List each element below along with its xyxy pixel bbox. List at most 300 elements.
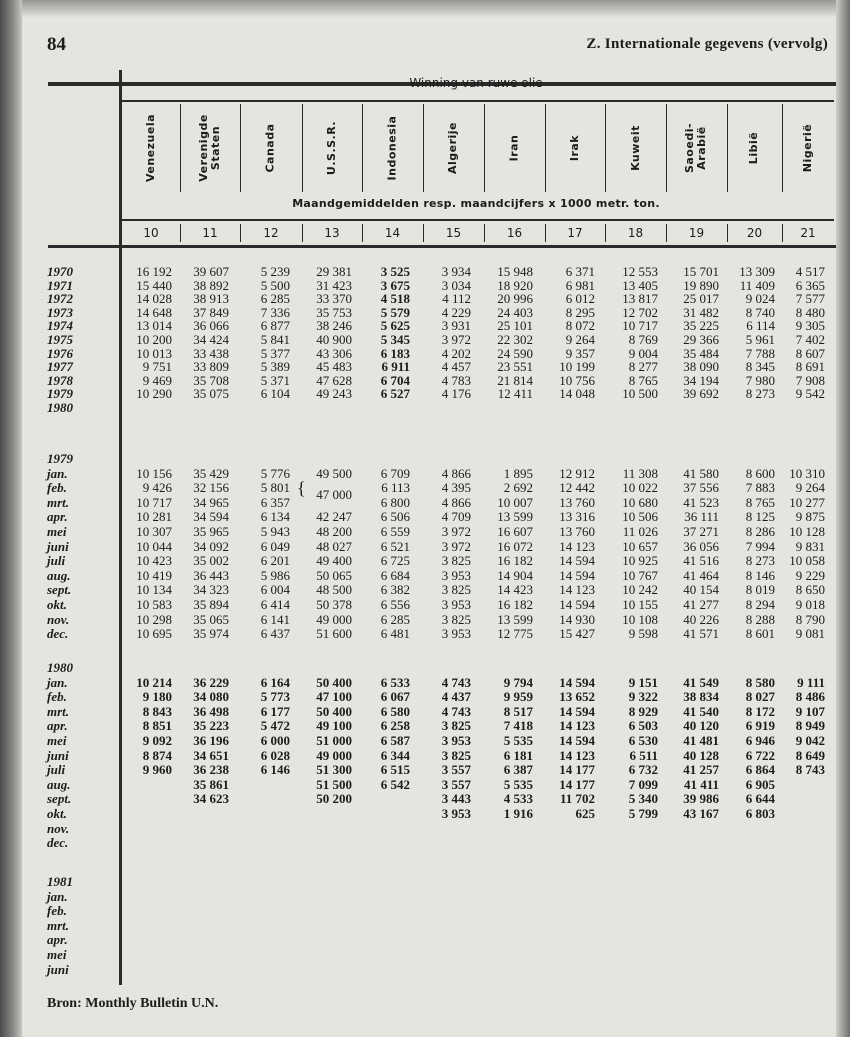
column-number: 17	[567, 226, 583, 240]
table-cell: 34 623	[193, 791, 229, 807]
table-cell: 9 229	[795, 567, 825, 583]
table-cell: 6 201	[260, 553, 290, 569]
table-cell: 49 100	[316, 718, 352, 734]
table-cell: 6 732	[628, 762, 658, 778]
table-cell: 8 125	[745, 509, 775, 525]
table-cell: 6 587	[380, 733, 410, 748]
column-divider	[423, 224, 424, 242]
table-cell: 3 825	[441, 747, 471, 763]
table-cell: 12 775	[497, 626, 533, 642]
table-cell: 50 400	[316, 674, 352, 690]
table-cell: 10 583	[136, 597, 172, 612]
row-label: 1976	[47, 345, 73, 361]
column-divider	[545, 224, 546, 242]
table-cell: 38 090	[683, 359, 719, 375]
table-cell: 3 557	[441, 762, 471, 778]
table-cell: 25 017	[683, 291, 719, 307]
column-number: 11	[202, 226, 218, 240]
table-cell: 6 067	[380, 689, 410, 705]
row-label: 1980	[47, 400, 73, 415]
table-cell: 13 652	[559, 689, 595, 705]
table-cell: 10 717	[136, 494, 172, 510]
table-cell: 38 834	[683, 689, 719, 705]
table-cell: 8 027	[745, 689, 775, 705]
column-divider	[782, 224, 783, 242]
table-cell: 6 877	[260, 318, 290, 334]
table-cell: 5 776	[260, 465, 290, 481]
table-cell: 9 018	[795, 597, 825, 612]
table-cell: 38 913	[193, 291, 229, 307]
table-cell: 34 965	[193, 494, 229, 510]
table-cell: 14 930	[559, 611, 595, 627]
table-cell: 47 628	[316, 372, 352, 388]
table-cell: 4 437	[441, 689, 471, 705]
table-cell: 8 929	[628, 703, 658, 719]
row-label: nov.	[47, 611, 70, 627]
table-cell: 14 123	[559, 718, 595, 734]
table-cell: 36 498	[193, 703, 229, 719]
table-cell: 9 111	[797, 674, 825, 690]
table-cell: 14 594	[559, 553, 595, 569]
row-label: 1974	[47, 318, 73, 334]
table-cell: 3 972	[441, 332, 471, 347]
next-page-edge	[836, 0, 850, 1037]
table-cell: 24 403	[497, 304, 533, 320]
table-cell: 5 371	[260, 372, 290, 388]
table-cell: 10 214	[136, 674, 172, 690]
table-cell: 6 049	[260, 538, 290, 554]
table-cell: 21 814	[497, 372, 533, 388]
table-cell: 12 702	[622, 304, 658, 320]
table-cell: 15 440	[136, 277, 172, 293]
table-cell: 50 200	[316, 791, 352, 807]
table-cell: 3 953	[441, 806, 471, 821]
table-cell: 51 000	[316, 733, 352, 748]
row-label: mei	[47, 733, 67, 748]
table-cell: 14 123	[559, 538, 595, 554]
table-cell: 8 345	[745, 359, 775, 375]
table-cell: 29 381	[316, 264, 352, 279]
table-cell: 8 765	[745, 494, 775, 510]
column-header-label: Venezuela	[144, 113, 157, 183]
table-cell: 7 980	[745, 372, 775, 388]
column-divider	[484, 104, 485, 192]
table-cell: 3 557	[441, 776, 471, 792]
table-cell: 6 709	[380, 465, 410, 481]
table-cell: 4 783	[441, 372, 471, 388]
row-label: mrt.	[47, 703, 70, 719]
table-cell: 10 108	[622, 611, 658, 627]
table-cell: 41 549	[683, 674, 719, 690]
table-cell: 9 264	[565, 332, 595, 347]
table-cell: 6 556	[380, 597, 410, 612]
table-cell: 15 701	[683, 264, 719, 279]
page-top-shadow	[0, 0, 850, 18]
table-cell: 49 400	[316, 553, 352, 569]
table-cell: 6 387	[503, 762, 533, 778]
table-cell: 6 946	[745, 733, 775, 748]
table-cell: 42 247	[316, 509, 352, 525]
table-cell: 11 308	[622, 465, 658, 481]
running-head: Z. Internationale gegevens (vervolg)	[586, 36, 828, 52]
table-cell: 36 196	[193, 733, 229, 748]
table-cell: 12 442	[559, 480, 595, 496]
table-cell: 3 675	[380, 277, 410, 293]
table-cell: 34 194	[683, 372, 719, 388]
table-cell: 51 500	[316, 776, 352, 792]
table-cell: 36 111	[684, 509, 719, 525]
table-cell: 3 972	[441, 538, 471, 554]
column-divider	[666, 104, 667, 192]
table-cell: 9 024	[745, 291, 775, 307]
table-cell: 43 306	[316, 345, 352, 361]
table-cell: 14 028	[136, 291, 172, 307]
table-cell: 5 345	[380, 332, 410, 347]
table-cell: 10 717	[622, 318, 658, 334]
table-cell: 9 960	[142, 762, 172, 778]
table-cell: 8 843	[142, 703, 172, 719]
table-cell: 10 044	[136, 538, 172, 554]
table-cell: 6 521	[380, 538, 410, 554]
table-cell: 5 625	[380, 318, 410, 334]
table-cell: 3 825	[441, 718, 471, 734]
table-cell: 3 953	[441, 567, 471, 583]
column-divider	[362, 224, 363, 242]
row-label: nov.	[47, 820, 70, 836]
table-cell: 43 167	[683, 806, 719, 821]
column-number: 21	[800, 226, 816, 240]
merged-value-brace: {	[297, 478, 306, 499]
table-cell: 4 866	[441, 465, 471, 481]
column-header-label: U.S.S.R.	[324, 120, 338, 176]
table-cell: 3 934	[441, 264, 471, 279]
table-cell: 41 277	[683, 597, 719, 612]
table-cell: 10 680	[622, 494, 658, 510]
table-cell: 48 200	[316, 524, 352, 539]
section-heading: 1981	[47, 874, 73, 889]
column-divider	[727, 104, 728, 192]
row-label: juni	[47, 538, 69, 554]
table-cell: 41 571	[683, 626, 719, 642]
table-cell: 35 075	[193, 386, 229, 402]
table-cell: 8 480	[795, 304, 825, 320]
table-cell: 6 644	[745, 791, 775, 807]
table-cell: 11 702	[559, 791, 595, 807]
table-cell: 34 594	[193, 509, 229, 525]
table-cell: 6 803	[745, 806, 775, 821]
table-cell: 6 164	[260, 674, 290, 690]
column-divider	[545, 104, 546, 192]
table-cell: 10 767	[622, 567, 658, 583]
table-cell: 12 411	[497, 386, 533, 402]
table-cell: 7 788	[745, 345, 775, 361]
table-cell: 3 825	[441, 553, 471, 569]
table-cell: 39 607	[193, 264, 229, 279]
table-cell: 625	[575, 806, 595, 821]
table-cell: 8 019	[745, 582, 775, 598]
table-cell: 8 607	[795, 345, 825, 361]
column-divider	[240, 224, 241, 242]
table-cell: 41 464	[683, 567, 719, 583]
table-cell: 12 553	[622, 264, 658, 279]
row-label: juni	[47, 747, 69, 763]
row-label: 1977	[47, 359, 73, 375]
table-cell: 8 288	[745, 611, 775, 627]
table-cell: 38 892	[193, 277, 229, 293]
table-cell: 6 515	[380, 762, 410, 778]
table-cell: 5 239	[260, 264, 290, 279]
table-cell: 45 483	[316, 359, 352, 375]
row-label: 1979	[47, 386, 73, 402]
column-header	[727, 104, 782, 192]
column-number: 13	[324, 226, 340, 240]
table-cell: 12 912	[559, 465, 595, 481]
table-cell: 16 607	[497, 524, 533, 539]
column-number: 15	[445, 226, 462, 240]
table-cell: 41 516	[683, 553, 719, 569]
row-label: mrt.	[47, 917, 70, 933]
table-cell: 47 100	[316, 689, 352, 705]
row-label: apr.	[47, 509, 68, 525]
table-cell: 6 028	[260, 747, 290, 763]
table-cell: 32 156	[193, 480, 229, 496]
table-cell: 7 908	[795, 372, 825, 388]
column-header-label: Indonesia	[385, 115, 399, 181]
table-cell: 6 437	[260, 626, 290, 642]
row-label: 1970	[47, 264, 73, 279]
table-cell: 50 400	[316, 703, 352, 719]
table-cell: 4 176	[441, 386, 471, 402]
table-cell: 36 238	[193, 762, 229, 778]
table-cell: 10 242	[622, 582, 658, 598]
row-label: apr.	[47, 718, 68, 734]
table-cell: 36 056	[683, 538, 719, 554]
table-cell: 49 243	[316, 386, 352, 402]
table-cell: 8 740	[745, 304, 775, 320]
table-cell: 10 058	[789, 553, 825, 569]
row-label: 1972	[47, 291, 73, 307]
column-header-label: Nigerië	[801, 123, 814, 173]
table-cell: 6 344	[380, 747, 410, 763]
column-divider	[484, 224, 485, 242]
table-cell: 6 533	[380, 674, 410, 690]
table-cell: 13 309	[739, 264, 775, 279]
table-cell: 41 411	[683, 776, 719, 792]
column-divider	[666, 224, 667, 242]
table-cell: 6 382	[380, 582, 410, 598]
table-cell: 10 013	[136, 345, 172, 361]
table-cell: 8 273	[745, 553, 775, 569]
table-cell: 7 994	[745, 538, 775, 554]
table-cell: 6 905	[745, 776, 775, 792]
table-cell: 18 920	[497, 277, 533, 293]
table-cell: 35 002	[193, 553, 229, 569]
table-cell: 10 657	[622, 538, 658, 554]
table-cell: 3 825	[441, 611, 471, 627]
book-binding-edge	[0, 0, 22, 1037]
table-cell: 35 894	[193, 597, 229, 612]
table-cell: 9 469	[142, 372, 172, 388]
table-cell: 35 708	[193, 372, 229, 388]
table-cell: 9 107	[795, 703, 825, 719]
column-number: 18	[627, 226, 644, 240]
table-cell: 5 579	[380, 304, 410, 320]
column-number: 14	[384, 226, 401, 240]
table-cell: 40 900	[316, 332, 352, 347]
table-cell: 41 540	[683, 703, 719, 719]
table-cell: 13 316	[559, 509, 595, 525]
table-cell: 6 141	[260, 611, 290, 627]
table-cell: 9 794	[503, 674, 533, 690]
table-cell: 8 146	[745, 567, 775, 583]
row-label: okt.	[47, 806, 67, 821]
column-header-label: Verenigde Staten	[197, 114, 223, 182]
column-header	[545, 104, 605, 192]
column-header-label: Algerije	[446, 121, 460, 175]
source-note: Bron: Monthly Bulletin U.N.	[47, 996, 219, 1011]
table-cell: 10 199	[559, 359, 595, 375]
section-heading: 1980	[47, 660, 73, 675]
table-cell: 8 286	[745, 524, 775, 539]
row-label: okt.	[47, 597, 67, 612]
table-cell: 4 518	[380, 291, 410, 307]
row-label: dec.	[47, 626, 69, 642]
section-heading: 1979	[47, 451, 73, 466]
table-cell: 13 760	[559, 494, 595, 510]
row-label: 1971	[47, 277, 73, 293]
table-cell: 34 651	[193, 747, 229, 763]
table-cell: 40 128	[683, 747, 719, 763]
table-cell: 10 419	[136, 567, 172, 583]
table-cell: 10 298	[136, 611, 172, 627]
table-cell: 8 486	[795, 689, 825, 705]
table-cell: 6 357	[260, 494, 290, 510]
table-cell: 6 684	[380, 567, 410, 583]
column-number: 20	[746, 226, 763, 240]
table-cell: 14 177	[559, 762, 595, 778]
table-cell: 9 081	[795, 626, 825, 642]
table-cell: 4 743	[441, 703, 471, 719]
table-cell: 35 225	[683, 318, 719, 334]
table-cell: 9 598	[628, 626, 658, 642]
table-cell: 37 271	[683, 524, 719, 539]
table-cell: 11 026	[622, 524, 658, 539]
table-cell: 41 257	[683, 762, 719, 778]
column-number: 12	[263, 226, 279, 240]
table-cell: 16 182	[497, 553, 533, 569]
column-divider	[302, 224, 303, 242]
column-header	[362, 104, 423, 192]
table-cell: 6 104	[260, 386, 290, 402]
table-cell: 5 961	[745, 332, 775, 347]
table-cell: 6 365	[795, 277, 825, 293]
row-label: jan.	[47, 465, 68, 481]
table-cell: 31 423	[316, 277, 352, 293]
table-cell: 48 027	[316, 538, 352, 554]
table-cell: 3 825	[441, 582, 471, 598]
table-cell: 35 974	[193, 626, 229, 642]
table-cell: 22 302	[497, 332, 533, 347]
table-cell: 2 692	[503, 480, 533, 496]
table-cell: 6 580	[380, 703, 410, 719]
table-cell: 1 916	[503, 806, 533, 821]
table-cell: 33 809	[193, 359, 229, 375]
row-label: aug.	[47, 776, 71, 792]
table-cell: 14 177	[559, 776, 595, 792]
table-cell: 15 427	[559, 626, 595, 642]
table-cell: 25 101	[497, 318, 533, 334]
column-header	[240, 104, 302, 192]
column-header	[605, 104, 666, 192]
page-number: 84	[47, 34, 66, 55]
table-cell: 35 484	[683, 345, 719, 361]
column-header-label: Kuweit	[628, 125, 642, 171]
table-cell: 8 949	[795, 718, 825, 734]
table-cell: 8 295	[565, 304, 595, 320]
table-cell: 3 953	[441, 597, 471, 612]
table-cell: 10 156	[136, 465, 172, 481]
table-cell: 4 743	[441, 674, 471, 690]
table-cell: 4 866	[441, 494, 471, 510]
table-cell: 37 556	[683, 480, 719, 496]
table-cell: 7 883	[745, 480, 775, 496]
row-label: juni	[47, 961, 69, 977]
table-cell: 10 200	[136, 332, 172, 347]
table-cell: 35 429	[193, 465, 229, 481]
table-cell: 6 004	[260, 582, 290, 598]
table-cell: 8 072	[565, 318, 595, 334]
table-cell: 20 996	[497, 291, 533, 307]
table-cell: 16 182	[497, 597, 533, 612]
table-cell: 5 535	[503, 776, 533, 792]
table-cell: 31 482	[683, 304, 719, 320]
table-cell: 8 600	[745, 465, 775, 481]
table-cell: 13 760	[559, 524, 595, 539]
table-cell: 10 128	[789, 524, 825, 539]
row-label: aug.	[47, 567, 71, 583]
table-cell: 14 594	[559, 703, 595, 719]
table-cell: 16 192	[136, 264, 172, 279]
table-cell: 11 409	[739, 277, 775, 293]
row-label: sept.	[47, 791, 72, 807]
table-cell: 5 340	[628, 791, 658, 807]
table-cell: 8 650	[795, 582, 825, 598]
table-cell: 10 506	[622, 509, 658, 525]
table-cell: 14 594	[559, 674, 595, 690]
table-cell: 33 370	[316, 291, 352, 307]
table-cell: 4 533	[503, 791, 533, 807]
table-cell: 5 841	[260, 332, 290, 347]
table-cell: 9 542	[795, 386, 825, 402]
table-cell: 6 506	[380, 509, 410, 525]
table-cell: 7 577	[795, 291, 825, 307]
table-cell: 13 599	[497, 611, 533, 627]
table-cell: 7 336	[260, 304, 290, 320]
table-cell: 6 559	[380, 524, 410, 539]
table-cell: 8 649	[795, 747, 825, 763]
table-cell: 6 530	[628, 733, 658, 748]
column-header-label: Iran	[507, 134, 521, 162]
table-cell: 8 294	[745, 597, 775, 612]
table-cell: 5 943	[260, 524, 290, 539]
table-cell: 34 323	[193, 582, 229, 598]
table-cell: 10 134	[136, 582, 172, 598]
column-number: 10	[143, 226, 159, 240]
table-cell: 6 527	[380, 386, 410, 402]
table-cell: 47 000	[316, 487, 352, 503]
table-cell: 14 123	[559, 582, 595, 598]
column-header	[423, 104, 484, 192]
